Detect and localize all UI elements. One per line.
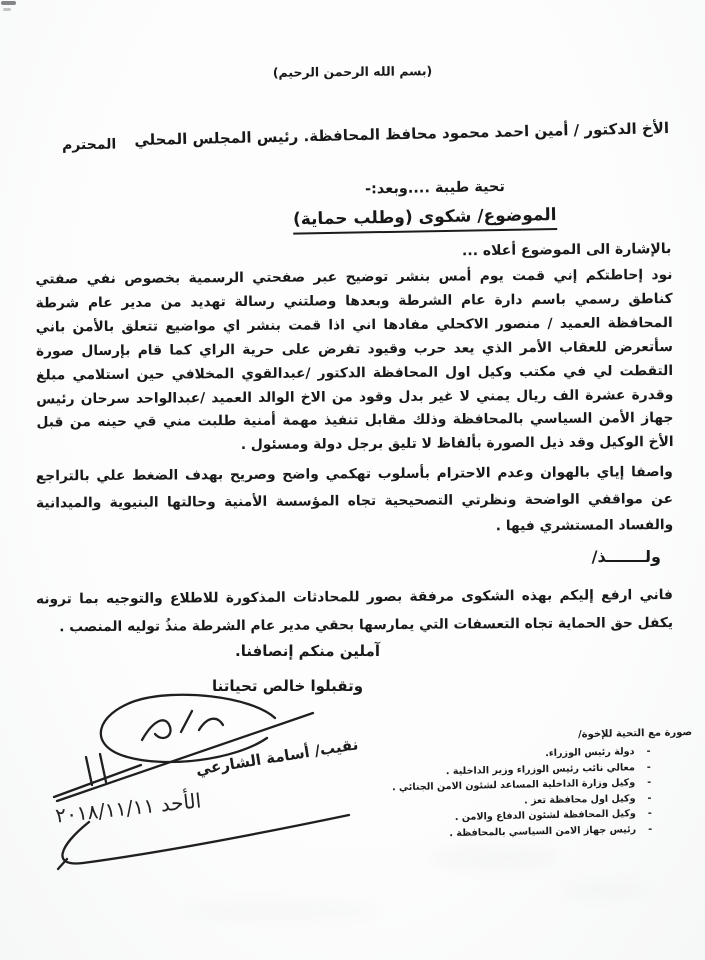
cc-section [362,727,694,843]
cc-item-label: دولة رئيس الوزراء. [545,746,635,760]
cc-item-label: معالي نائب رئيس الوزراء وزير الداخلية . [445,761,635,777]
scan-smudge [430,845,560,871]
cc-bullet-dash: - [647,792,652,804]
closing-paragraph: فاني ارفع إليكم بهذه الشكوى مرفقة بصور للمحادثات المذكورة للاطلاع والتوجيه بما ترونه يكفل حق الحماية تجاه التعسفات التي يمارسها بحقي مدير عام الشرطة منذُ توليه المنصب . [35,587,674,636]
cc-header: صورة مع التحية للإخوة/ [577,727,693,741]
cc-bullet-dash: - [647,777,652,789]
cc-item-label: وكيل اول محافظة تعز . [523,792,636,807]
scan-smudge [560,880,650,900]
signature-name: نقيب/ أسامة الشارعي [194,735,360,779]
cc-item-label: وكيل وزارة الداخلية المساعد لشئون الامن الجنائي . [391,777,636,794]
addressee-line: الأخ الدكتور / أمين احمد محمود محافظ المحافظة. رئيس المجلس المحلي [134,119,670,150]
subject-line: الموضوع/ شكوى (وطلب حماية) [293,205,557,235]
signature-scribble-icon [25,686,405,901]
signature-area [25,686,405,901]
scan-smudge [180,900,380,922]
signature-date: الأحد ٢٠١٨/١١/١١ [54,788,203,828]
cc-items-list [362,744,652,844]
cc-item-label: وكيل المحافظة لشئون الدفاع والامن . [454,808,636,824]
cc-bullet-dash: - [646,761,651,773]
cc-bullet-dash: - [647,808,652,820]
basmala-line: (بسم الله الرحمن الرحيم) [272,63,433,80]
reference-line: بالإشارة الى الموضوع أعلاه ... [461,241,672,260]
body-paragraph-1: نود إحاطتكم إني قمت يوم أمس بنشر توضيح عبر صفحتي الرسمية بخصوص نفي صفتي كناطق رسمي باسم دارة عام الشرطة وبعدها وصلتني رسالة تهديد من مدير عام شرطة المحافظة العميد / منصور الاكحلي مفادها اني اذا قمت بنشر اي مواضيع تتعلق بالأمن باني سأتعرض للعقاب الأمر الذي يعد حرب وقيود تفرض على حرية الراي كما قام بإرسال صورة التقطت لي في مكتب وكيل اول المحافظة الدكتور /عبدالقوي المخلافي حين استلامي مبلغ وقدرة عشرة الف ريال يمني لا غير بدل وقود من الاخ الوالد العميد /عبدالواحد سرحان رئيس جهاز الأمن السياسي بالمحافظة وذلك مقابل تنفيذ مهمة أمنية طلبت مني قي حينه من قبل الأخ الوكيل وقد ذيل الصورة بألفاظ لا تليق برجل دولة ومسئول . [35,267,674,454]
hope-line: آملين منكم إنصافنا. [235,642,380,660]
cc-bullet-dash: - [648,823,653,835]
salutation-line: وتقبلوا خالص تحياتنا [211,677,364,695]
cc-bullet-dash: - [646,745,651,757]
body-paragraph-2: واصفا إياي بالهوان وعدم الاحترام بأسلوب تهكمي واضح وصريح بهدف الضغط علي بالتراجع عن مواقفي الواضحة ونظرتي التصحيحية تجاه المؤسسة الأمنية وحالتها البنيوية والميدانية والفساد المستشري فيها . [35,464,674,535]
scan-artifact-speck [1,1,16,5]
greeting-line: تحية طيبة ....وبعد:- [365,179,506,198]
therefore-word: ولـــــــذ/ [591,547,661,566]
honorific-word: المحترم [61,136,117,154]
cc-item-label: رئيس جهاز الامن السياسي بالمحافظة . [449,824,637,840]
scan-artifact-speck [3,8,11,11]
